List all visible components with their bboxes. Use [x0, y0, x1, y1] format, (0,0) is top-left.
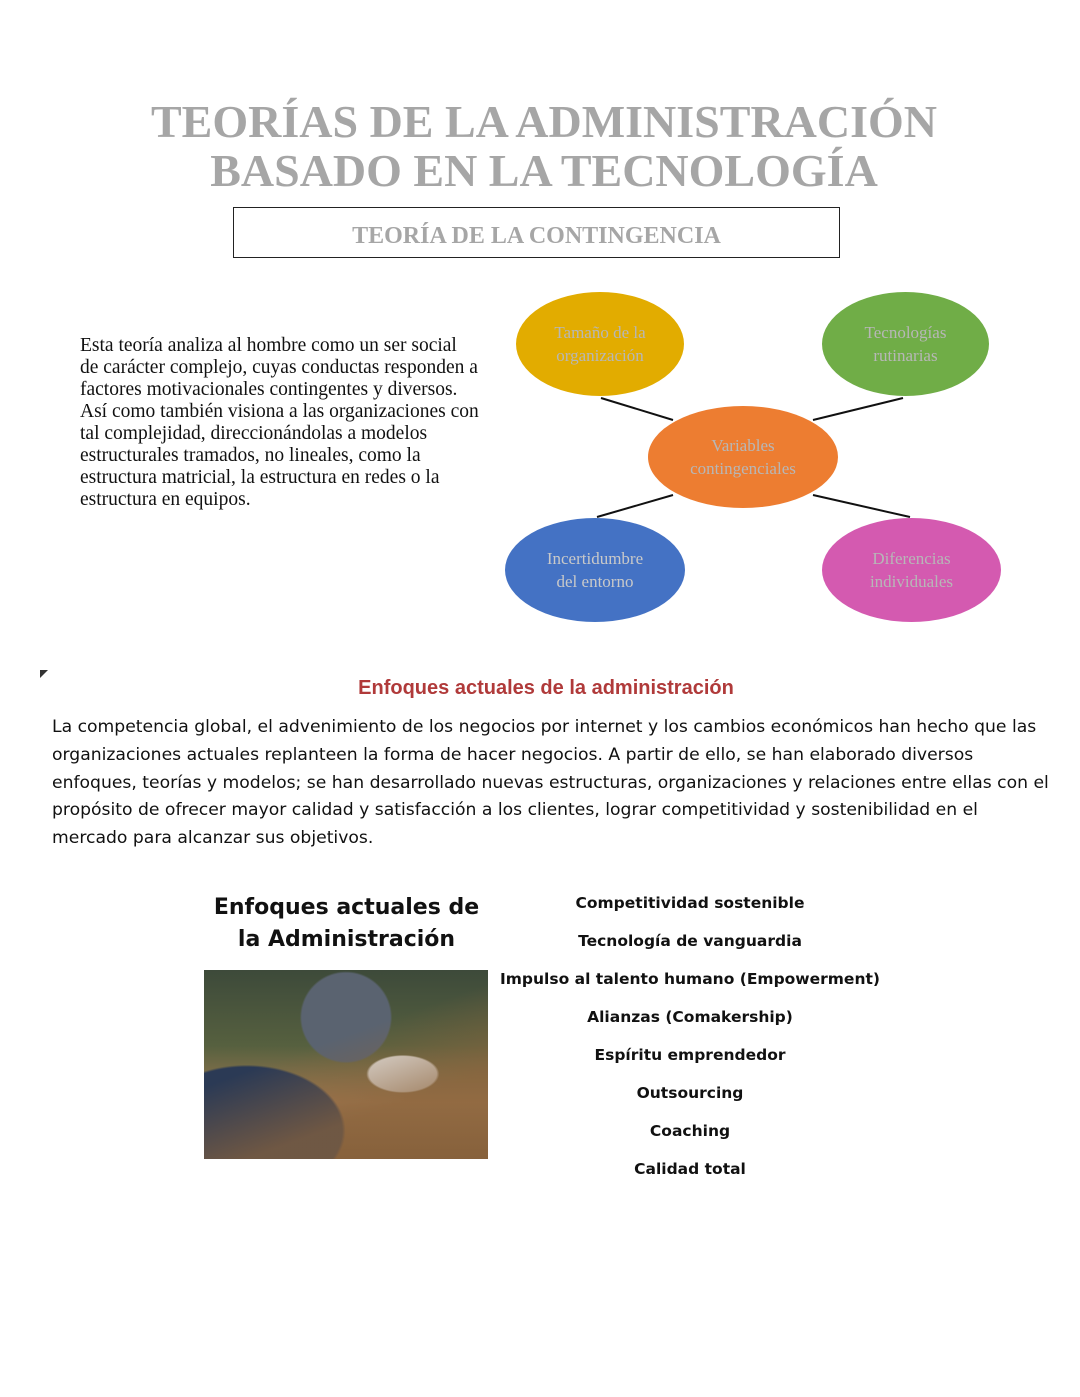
- intro-paragraph: Esta teoría analiza al hombre como un ser social de carácter complejo, cuyas conductas responden a factores motivacionales contingentes y diversos. Así como también visiona a las organizaciones con tal complejidad, direccionándolas a modelos estructurales tramados, no lineales, como la estructura matricial, la estructura en redes o la estructura en equipos.: [80, 335, 479, 510]
- list-item: Alianzas (Comakership): [587, 1008, 793, 1026]
- connector-line: [597, 495, 673, 517]
- approaches-list: [490, 884, 890, 1188]
- list-item: Tecnología de vanguardia: [578, 932, 802, 950]
- section-heading: Enfoques actuales de la administración: [358, 677, 734, 699]
- node-tecnologias: [822, 292, 989, 396]
- node-label: Variables contingenciales: [690, 436, 796, 478]
- node-diferencias: [822, 518, 1001, 622]
- list-item: Competitividad sostenible: [575, 894, 805, 912]
- title-line-1: TEORÍAS DE LA ADMINISTRACIÓN: [151, 96, 937, 147]
- list-item: Outsourcing: [636, 1084, 744, 1102]
- node-label: Tecnologías rutinarias: [864, 323, 947, 365]
- node-label: Incertidumbre del entorno: [546, 549, 644, 591]
- node-variables: [648, 406, 838, 508]
- subtitle-box: TEORÍA DE LA CONTINGENCIA: [233, 207, 840, 258]
- list-item: Calidad total: [634, 1160, 746, 1178]
- section-paragraph: La competencia global, el advenimiento de los negocios por internet y los cambios económicos han hecho que las organizaciones actuales replanteen la forma de hacer negocios. A partir de ello, se han elaborado diversos enfoques, teorías y modelos; se han desarrollado nuevas estructuras, organizaciones y relaciones entre ellas con el propósito de ofrecer mayor calidad y satisfacción a los clientes, lograr competitividad y sostenibilidad en el mercado para alcanzar sus objetivos.: [52, 717, 1049, 849]
- connector-line: [813, 495, 910, 517]
- list-item: Coaching: [649, 1122, 731, 1140]
- node-label: Diferencias individuales: [869, 549, 954, 591]
- node-label: Tamaño de la organización: [554, 323, 646, 365]
- title-line-2: BASADO EN LA TECNOLOGÍA: [210, 145, 878, 196]
- connector-line: [601, 398, 673, 420]
- node-incertidumbre: [505, 518, 685, 622]
- node-tamano: [516, 292, 684, 396]
- image-title: Enfoques actuales de la Administración: [213, 895, 480, 952]
- meeting-photo: [204, 970, 488, 1159]
- list-item: Espíritu emprendedor: [594, 1046, 786, 1064]
- list-item: Impulso al talento humano (Empowerment): [500, 970, 880, 988]
- connector-line: [813, 398, 903, 420]
